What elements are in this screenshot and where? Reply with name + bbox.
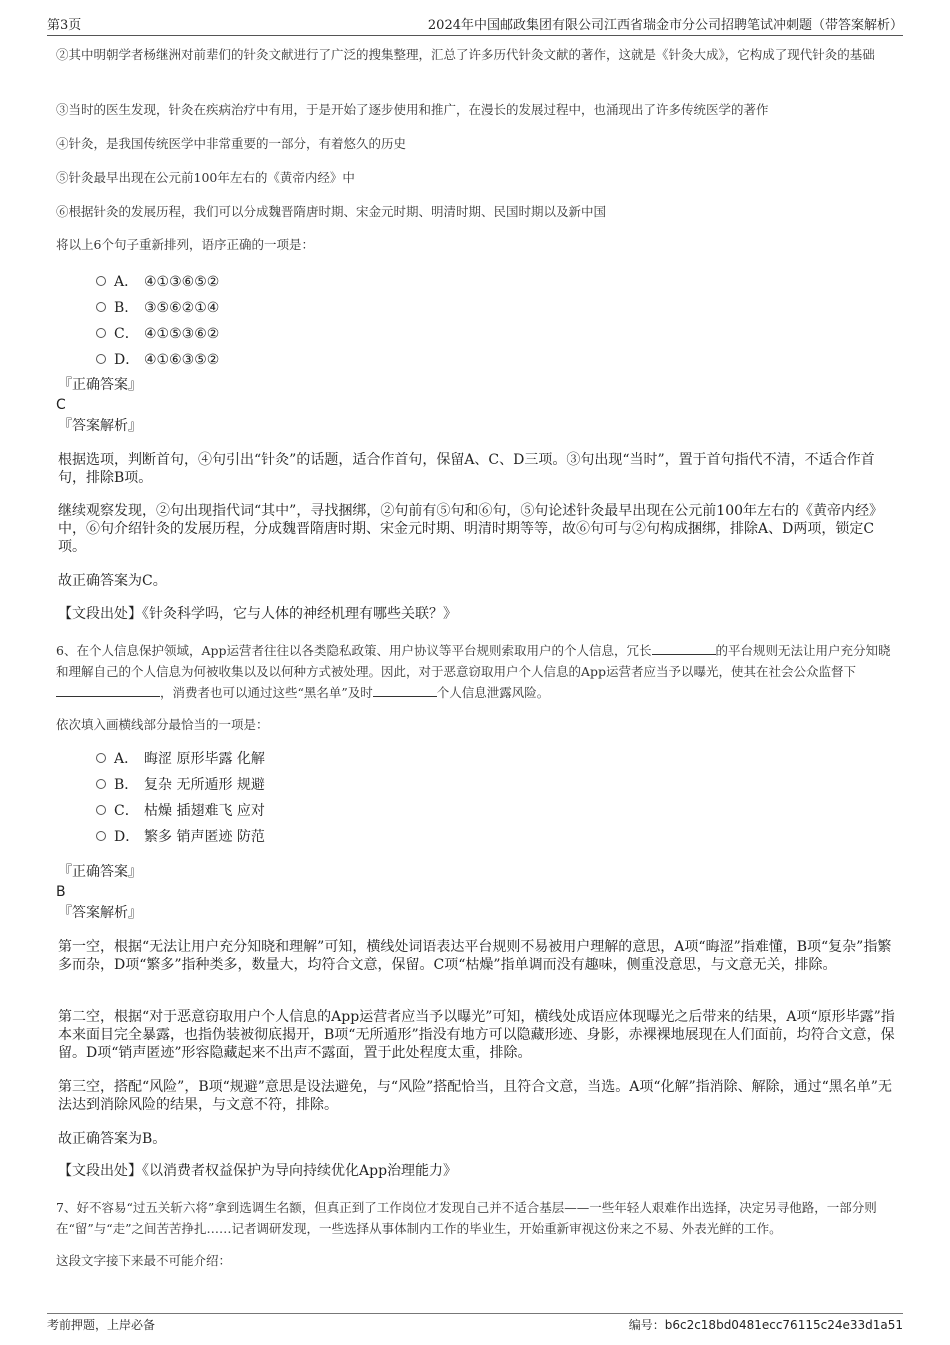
answer-heading: 『正确答案』 xyxy=(58,377,142,393)
option-c[interactable]: C． 枯燥 插翅难飞 应对 xyxy=(96,801,265,821)
analysis-heading: 『答案解析』 xyxy=(58,418,142,434)
option-text: ④①⑤③⑥② xyxy=(144,326,220,342)
sentence-6: ⑥根据针灸的发展历程，我们可以分成魏晋隋唐时期、宋金元时期、明清时期、民国时期以及新中国 xyxy=(56,204,607,219)
radio-icon[interactable] xyxy=(96,805,106,815)
option-b[interactable]: B. ③⑤⑥②①④ xyxy=(96,298,219,318)
source-citation: 【文段出处】《以消费者权益保护为导向持续优化App治理能力》 xyxy=(58,1163,458,1179)
analysis-paragraph: 第三空，搭配“风险”，B项“规避”意思是设法避免，与“风险”搭配恰当，且符合文意，当选。A项“化解”指消除、解除，通过“黑名单”无法达到消除风险的结果，与文意不符，排除。 xyxy=(58,1079,892,1113)
analysis-heading: 『答案解析』 xyxy=(58,905,142,921)
question-stem: 6、在个人信息保护领域，App运营者往往以各类隐私政策、用户协议等平台规则索取用户的个人信息，冗长 的平台规则无法让用户充分知晓和理解自己的个人信息为何被收集以及以何种方式被处理。因此，对于恶意窃取用户个人信息的App运营者应当予以曝光，使其在社会公众监督下，消费者也可以通过这些“黑名单”及时 个人信息泄露风险。 xyxy=(56,643,891,700)
analysis-conclusion: 故正确答案为B。 xyxy=(58,1131,167,1147)
radio-icon[interactable] xyxy=(96,831,106,841)
document-code: 编号：b6c2c18bd0481ecc76115c24e33d1a51 xyxy=(628,1318,903,1332)
page-number: 第3页 xyxy=(47,18,82,33)
option-a[interactable]: A． 晦涩 原形毕露 化解 xyxy=(96,749,265,769)
radio-icon[interactable] xyxy=(96,328,106,338)
question-stem: 7、好不容易“过五关斩六将”拿到选调生名额，但真正到了工作岗位才发现自己并不适合基层——一些年轻人艰难作出选择，决定另寻他路，一部分则在“留”与“走”之间苦苦挣扎……记者调研发现，一些选择从事体制内工作的毕业生，开始重新审视这份来之不易、外表光鲜的工作。 xyxy=(56,1200,877,1236)
sentence-4: ④针灸，是我国传统医学中非常重要的一部分，有着悠久的历史 xyxy=(56,136,407,151)
option-c[interactable]: C． ④①⑤③⑥② xyxy=(96,324,219,344)
option-text: 枯燥 插翅难飞 应对 xyxy=(144,803,265,819)
option-b[interactable]: B． 复杂 无所遁形 规避 xyxy=(96,775,265,795)
option-text: 繁多 销声匿迹 防范 xyxy=(144,829,265,845)
question-prompt: 依次填入画横线部分最恰当的一项是： xyxy=(56,717,269,732)
radio-icon[interactable] xyxy=(96,779,106,789)
option-a[interactable]: A． ④①③⑥⑤② xyxy=(96,272,219,292)
radio-icon[interactable] xyxy=(96,302,106,312)
footer-slogan: 考前押题，上岸必备 xyxy=(47,1318,156,1332)
page-footer xyxy=(47,1313,903,1332)
sentence-5: ⑤针灸最早出现在公元前100年左右的《黄帝内经》中 xyxy=(56,170,355,185)
correct-answer: C xyxy=(56,397,66,413)
option-text: ④①③⑥⑤② xyxy=(144,274,220,290)
option-text: 复杂 无所遁形 规避 xyxy=(144,777,265,793)
correct-answer: B xyxy=(56,884,66,900)
analysis-paragraph: 第二空，根据“对于恶意窃取用户个人信息的App运营者应当予以曝光”可知，横线处成语应体现曝光之后带来的结果，A项“原形毕露”指本来面目完全暴露，也指伪装被彻底揭开，B项“无所遁形”指没有地方可以隐藏形迹、身影，赤裸裸地展现在人们面前，均符合文意，保留。D项“销声匿迹”形容隐藏起来不出声不露面，置于此处程度太重，排除。 xyxy=(58,1009,895,1061)
radio-icon[interactable] xyxy=(96,753,106,763)
question-prompt: 这段文字接下来最不可能介绍： xyxy=(56,1253,232,1268)
question-prompt: 将以上6个句子重新排列，语序正确的一项是： xyxy=(56,237,314,252)
fill-blank-2 xyxy=(56,684,160,697)
radio-icon[interactable] xyxy=(96,276,106,286)
option-d[interactable]: D． ④①⑥③⑤② xyxy=(96,350,219,370)
option-text: 晦涩 原形毕露 化解 xyxy=(144,751,265,767)
fill-blank-3 xyxy=(373,684,437,697)
fill-blank-1 xyxy=(652,642,716,655)
analysis-paragraph: 根据选项，判断首句，④句引出“针灸”的话题，适合作首句，保留A、C、D三项。③句出现“当时”，置于首句指代不清，不适合作首句，排除B项。 xyxy=(58,452,875,486)
page-header xyxy=(47,12,903,36)
analysis-paragraph: 第一空，根据“无法让用户充分知晓和理解”可知，横线处词语表达平台规则不易被用户理解的意思，A项“晦涩”指难懂，B项“复杂”指繁多而杂，D项“繁多”指种类多，数量大，均符合文意，保留。C项“枯燥”指单调而没有趣味，侧重没意思，与文意无关，排除。 xyxy=(58,939,892,973)
option-d[interactable]: D． 繁多 销声匿迹 防范 xyxy=(96,827,265,847)
answer-heading: 『正确答案』 xyxy=(58,864,142,880)
sentence-2: ②其中明朝学者杨继洲对前辈们的针灸文献进行了广泛的搜集整理，汇总了许多历代针灸文献的著作，这就是《针灸大成》，它构成了现代针灸的基础 xyxy=(56,47,875,62)
sentence-3: ③当时的医生发现，针灸在疾病治疗中有用，于是开始了逐步使用和推广，在漫长的发展过程中，也涌现出了许多传统医学的著作 xyxy=(56,102,769,117)
option-text: ③⑤⑥②①④ xyxy=(144,300,220,316)
radio-icon[interactable] xyxy=(96,354,106,364)
option-text: ④①⑥③⑤② xyxy=(144,352,220,368)
source-citation: 【文段出处】《针灸科学吗，它与人体的神经机理有哪些关联？》 xyxy=(58,606,457,622)
document-title: 2024年中国邮政集团有限公司江西省瑞金市分公司招聘笔试冲刺题（带答案解析） xyxy=(427,18,903,33)
analysis-conclusion: 故正确答案为C。 xyxy=(58,573,167,589)
analysis-paragraph: 继续观察发现，②句出现指代词“其中”，寻找捆绑，②句前有⑤句和⑥句，⑤句论述针灸最早出现在公元前100年左右的《黄帝内经》中，⑥句介绍针灸的发展历程，分成魏晋隋唐时期、宋金元时期、明清时期等等，故⑥句可与②句构成捆绑，排除A、D两项，锁定C项。 xyxy=(58,503,884,555)
